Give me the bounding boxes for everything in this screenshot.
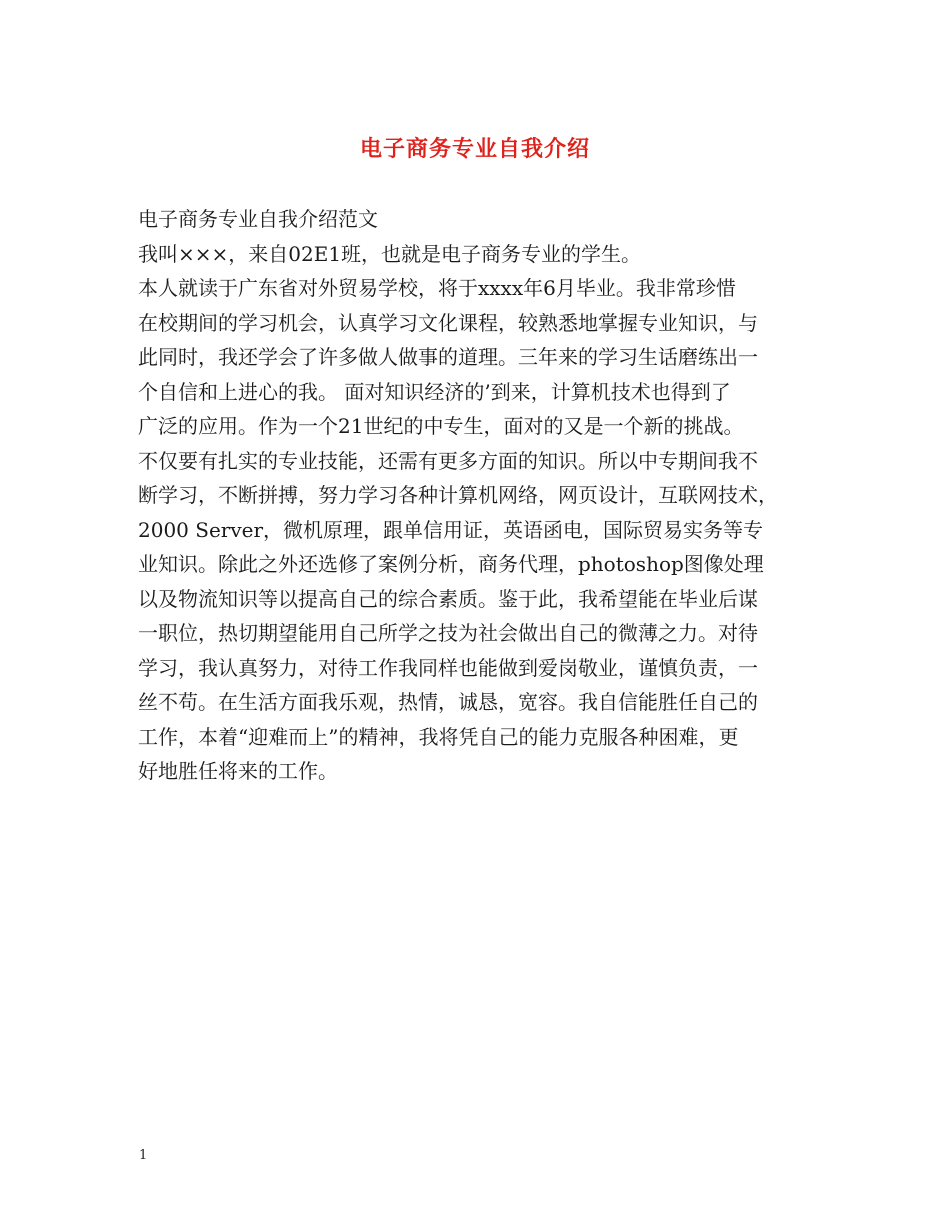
body-line: 学习，我认真努力，对待工作我同样也能做到爱岗敬业，谨慎负责，一: [138, 655, 758, 680]
body-line: 个自信和上进心的我。 面对知识经济的’到来，计算机技术也得到了: [138, 379, 731, 404]
body-line: 以及物流知识等以提高自己的综合素质。鉴于此，我希望能在毕业后谋: [138, 586, 758, 611]
document-title: 电子商务专业自我介绍: [359, 137, 590, 162]
body-line: 我叫×××，来自02E1班，也就是电子商务专业的学生。: [138, 241, 642, 266]
body-line: 丝不苟。在生活方面我乐观，热情，诚恳，宽容。我自信能胜任自己的: [138, 690, 758, 714]
body-line: 在校期间的学习机会，认真学习文化课程，较熟悉地掌握专业知识，与: [138, 310, 758, 335]
body-line: 不仅要有扎实的专业技能，还需有更多方面的知识。所以中专期间我不: [138, 448, 758, 473]
body-line: 广泛的应用。作为一个21世纪的中专生，面对的又是一个新的挑战。: [138, 414, 744, 438]
body-line: 一职位，热切期望能用自己所学之技为社会做出自己的微薄之力。对待: [138, 621, 758, 645]
body-line: 断学习，不断拼搏，努力学习各种计算机网络，网页设计，互联网技术，: [138, 483, 778, 507]
body-line: 本人就读于广东省对外贸易学校，将于xxxx年6月毕业。我非常珍惜: [138, 276, 736, 300]
body-line: 此同时，我还学会了许多做人做事的道理。三年来的学习生话磨练出一: [138, 345, 758, 369]
page-number: 1: [139, 1148, 148, 1163]
body-line: 好地胜任将来的工作。: [138, 759, 338, 783]
body-line: 电子商务专业自我介绍范文: [138, 207, 378, 231]
body-line: 2000 Server，微机原理，跟单信用证，英语函电，国际贸易实务等专: [138, 517, 764, 542]
body-line: 工作，本着“迎难而上”的精神，我将凭自己的能力克服各种困难，更: [138, 724, 739, 749]
body-line: 业知识。除此之外还选修了案例分析，商务代理，photoshop图像处理: [138, 552, 764, 576]
document-body: [138, 202, 818, 789]
